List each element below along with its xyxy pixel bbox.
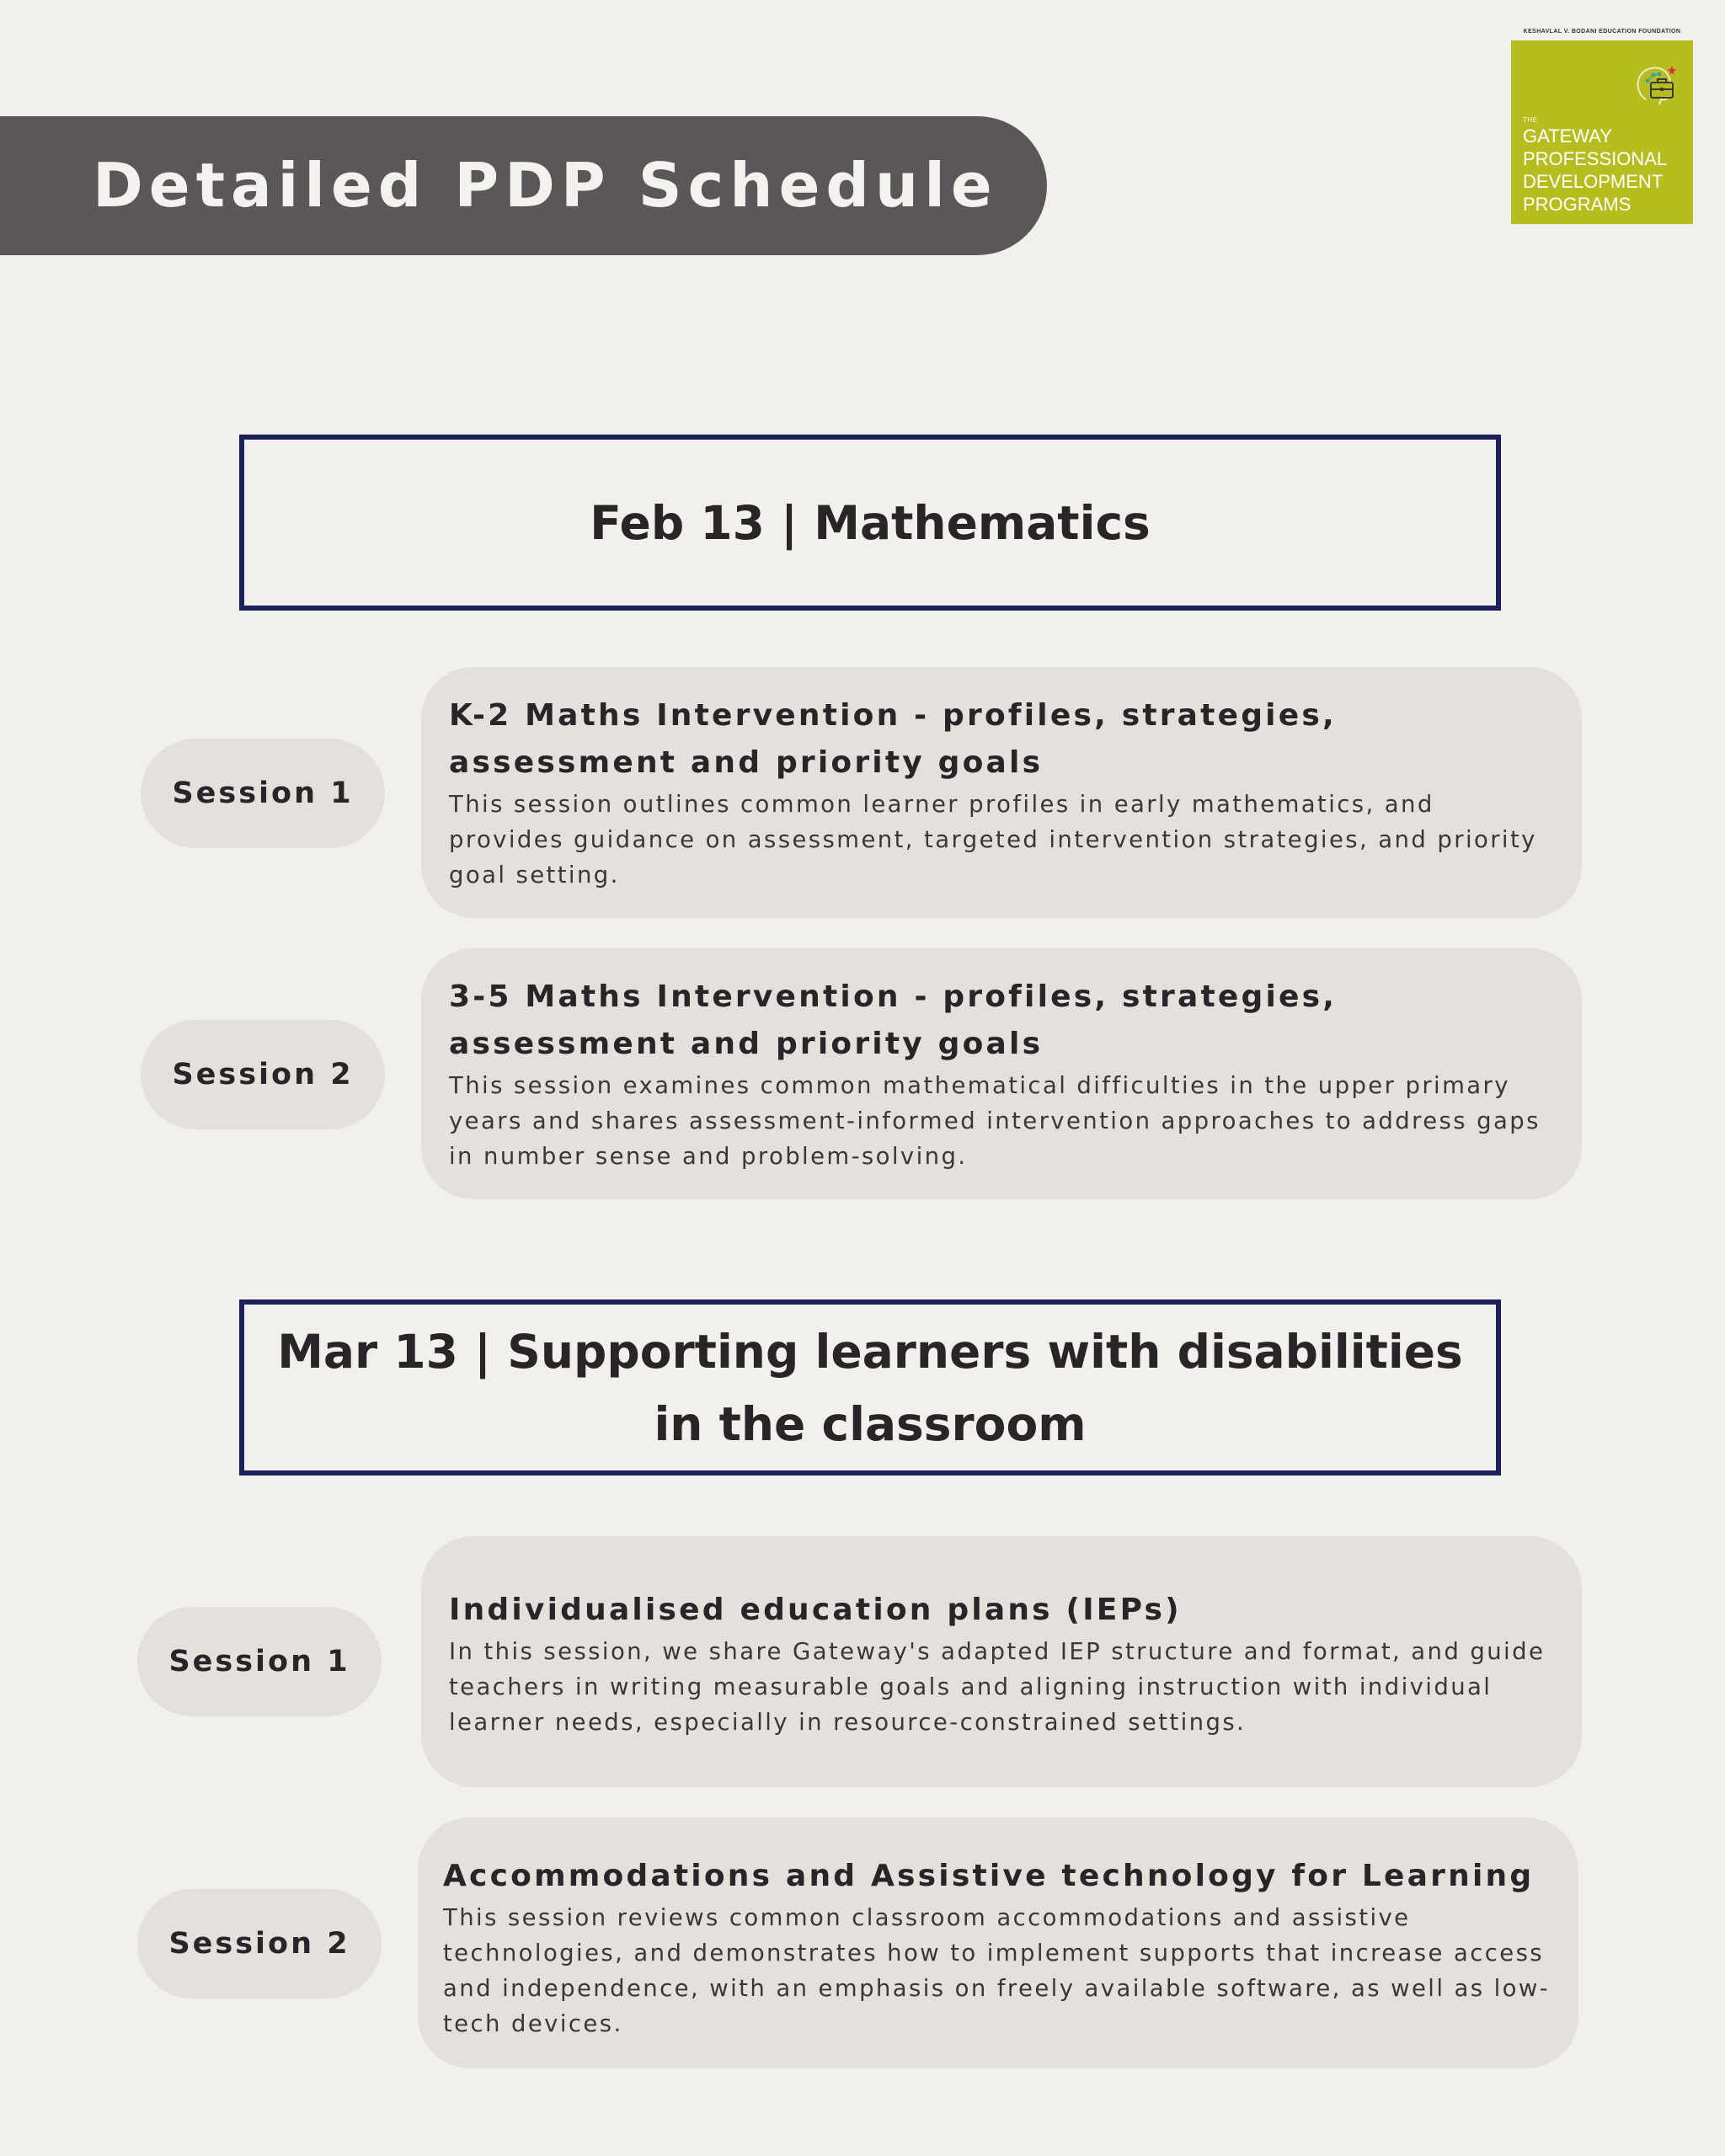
session-title: Individualised education plans (IEPs) xyxy=(449,1593,1182,1627)
section-heading-box xyxy=(239,435,1501,611)
session-label: Session 1 xyxy=(137,1607,382,1716)
logo-box xyxy=(1511,40,1693,224)
session-title: Accommodations and Assistive technology for Learning xyxy=(443,1859,1535,1893)
section-heading: Feb 13 | Mathematics xyxy=(590,495,1151,550)
session-description: This session examines common mathematical difficulties in the upper primary years and shares assessment-informed intervention approaches to address gaps in number sense and problem-solving. xyxy=(449,1072,1541,1170)
page-title: Detailed PDP Schedule xyxy=(93,150,998,221)
section-heading: Mar 13 | Supporting learners with disabilities in the classroom xyxy=(277,1324,1463,1451)
section-heading-box xyxy=(239,1299,1501,1476)
session-card xyxy=(421,667,1582,918)
session-label: Session 2 xyxy=(137,1889,382,1999)
head-briefcase-icon xyxy=(1631,61,1680,109)
logo-program-name: GATEWAY PROFESSIONAL DEVELOPMENT PROGRAMS xyxy=(1523,125,1668,215)
title-banner xyxy=(0,116,1047,255)
logo-foundation-name: KESHAVLAL V. BODANI EDUCATION FOUNDATION xyxy=(1523,29,1681,35)
session-label: Session 1 xyxy=(141,739,385,848)
session-description: In this session, we share Gateway's adapted IEP structure and format, and guide teachers in writing measurable goals and aligning instruction with individual learner needs, especially in resource-constrained settings. xyxy=(449,1638,1546,1736)
session-card xyxy=(418,1817,1578,2068)
session-card xyxy=(421,948,1582,1199)
session-description: This session outlines common learner profiles in early mathematics, and provides guidance on assessment, targeted intervention strategies, and priority goal setting. xyxy=(449,791,1537,889)
logo-the: THE xyxy=(1523,116,1538,124)
session-title: K-2 Maths Intervention - profiles, strategies, assessment and priority goals xyxy=(449,698,1337,780)
foundation-logo xyxy=(1511,29,1693,224)
session-card xyxy=(421,1536,1582,1787)
session-title: 3-5 Maths Intervention - profiles, strategies, assessment and priority goals xyxy=(449,979,1338,1061)
session-description: This session reviews common classroom accommodations and assistive technologies, and demonstrates how to implement supports that increase access and independence, with an emphasis on freely available software, as well as low-tech devices. xyxy=(443,1904,1551,2037)
session-label: Session 2 xyxy=(141,1020,385,1129)
